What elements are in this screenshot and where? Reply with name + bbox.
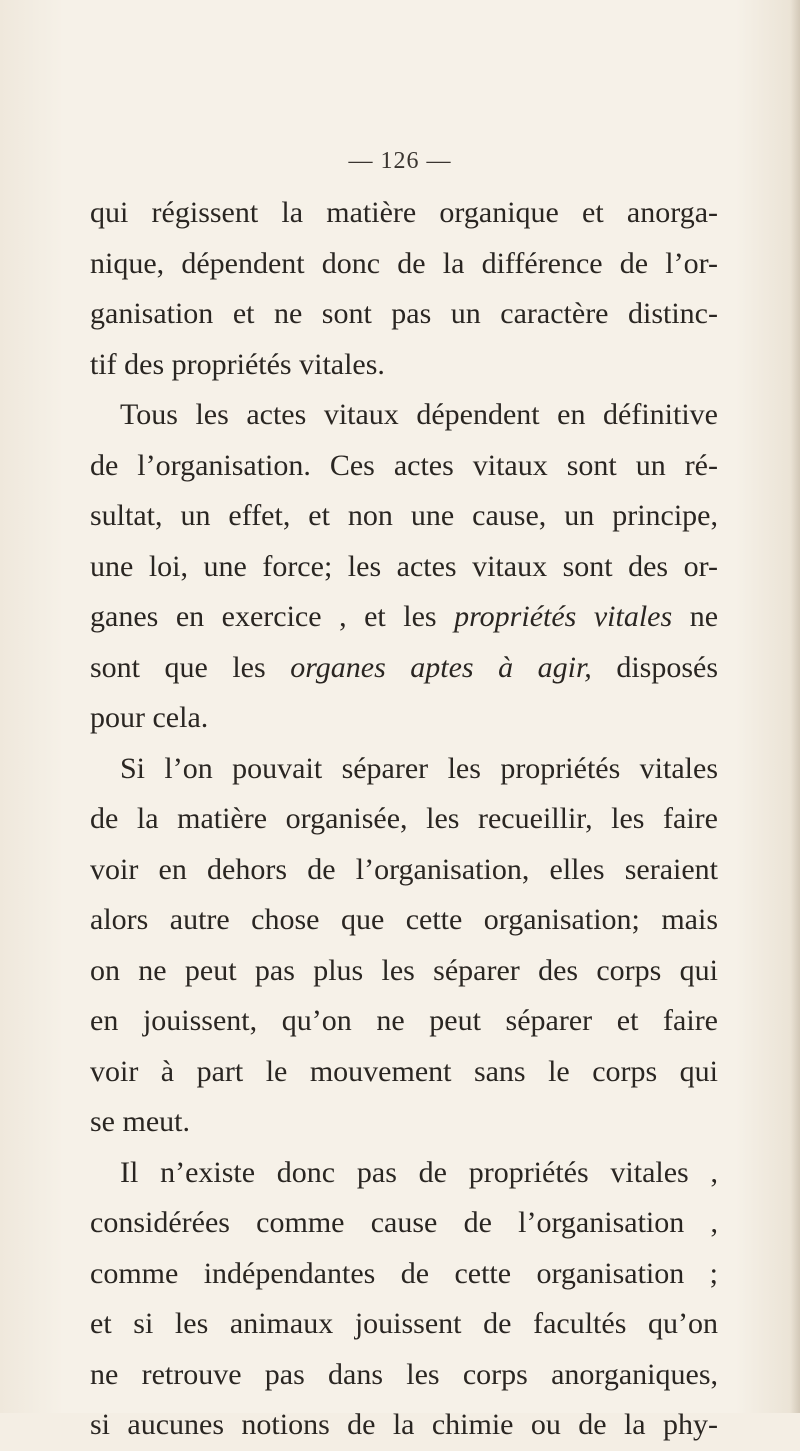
text-segment: tif des propriétés vitales. (90, 347, 385, 381)
text-segment-after: disposés (616, 650, 719, 684)
text-line (90, 1148, 718, 1199)
text-line (90, 592, 718, 643)
text-segment: ganisation et ne sont pas un caractère distinc- (90, 297, 718, 330)
text-segment: considérées comme cause de l’organisation , (90, 1206, 718, 1239)
text-segment: si aucunes notions de la chimie ou de la phy- (90, 1408, 718, 1441)
italic-segment: propriétés vitales (454, 600, 673, 633)
text-line (90, 441, 718, 492)
text-segment: Si l’on pouvait séparer les propriétés vitales (120, 751, 718, 785)
text-segment: alors autre chose que cette organisation; mais (90, 903, 718, 936)
page-number: — 126 — (348, 148, 452, 174)
page-edge-shadow (790, 0, 800, 1413)
text-segment: de l’organisation. Ces actes vitaux sont un ré- (90, 448, 718, 482)
text-segment: nique, dépendent donc de la différence de l’or- (90, 246, 718, 280)
text-segment: voir en dehors de l’organisation, elles seraient (90, 852, 718, 886)
text-line (90, 1249, 718, 1300)
text-segment: comme indépendantes de cette organisation ; (90, 1256, 718, 1290)
text-line (90, 845, 718, 896)
text-segment: de la matière organisée, les recueillir, les faire (90, 802, 718, 835)
text-segment: sont que les (90, 650, 266, 684)
text-segment: ganes en exercice , et les (90, 600, 437, 633)
text-line (90, 1299, 718, 1350)
body-text (90, 188, 718, 1451)
text-segment-after: ne (689, 600, 719, 633)
text-line (90, 188, 718, 239)
text-segment: une loi, une force; les actes vitaux sont des or- (90, 549, 718, 583)
text-line (90, 542, 718, 593)
text-segment: Tous les actes vitaux dépendent en définitive (120, 398, 718, 431)
text-line (90, 996, 718, 1047)
text-line (90, 744, 718, 795)
text-line (90, 643, 718, 694)
text-segment: on ne peut pas plus les séparer des corps qui (90, 953, 718, 987)
text-line (90, 1350, 718, 1401)
text-line (90, 1047, 718, 1098)
text-segment: Il n’existe donc pas de propriétés vitales , (120, 1155, 718, 1189)
text-segment: ne retrouve pas dans les corps anorganiques, (90, 1357, 718, 1391)
text-line (90, 693, 718, 744)
text-segment: pour cela. (90, 701, 209, 734)
text-line (90, 239, 718, 290)
text-segment: sultat, un effet, et non une cause, un principe, (90, 499, 718, 532)
text-line (90, 1198, 718, 1249)
text-line (90, 794, 718, 845)
text-line (90, 340, 718, 391)
text-segment: se meut. (90, 1105, 190, 1138)
text-line (90, 1400, 718, 1451)
text-line (90, 946, 718, 997)
text-line (90, 289, 718, 340)
text-line (90, 895, 718, 946)
text-line (90, 390, 718, 441)
text-segment: en jouissent, qu’on ne peut séparer et faire (90, 1004, 718, 1037)
text-line (90, 1097, 718, 1148)
text-segment: voir à part le mouvement sans le corps qui (90, 1054, 718, 1088)
italic-segment: organes aptes à agir, (290, 650, 592, 684)
text-segment: qui régissent la matière organique et anorga- (90, 196, 718, 229)
text-line (90, 491, 718, 542)
text-segment: et si les animaux jouissent de facultés qu’on (90, 1307, 718, 1340)
